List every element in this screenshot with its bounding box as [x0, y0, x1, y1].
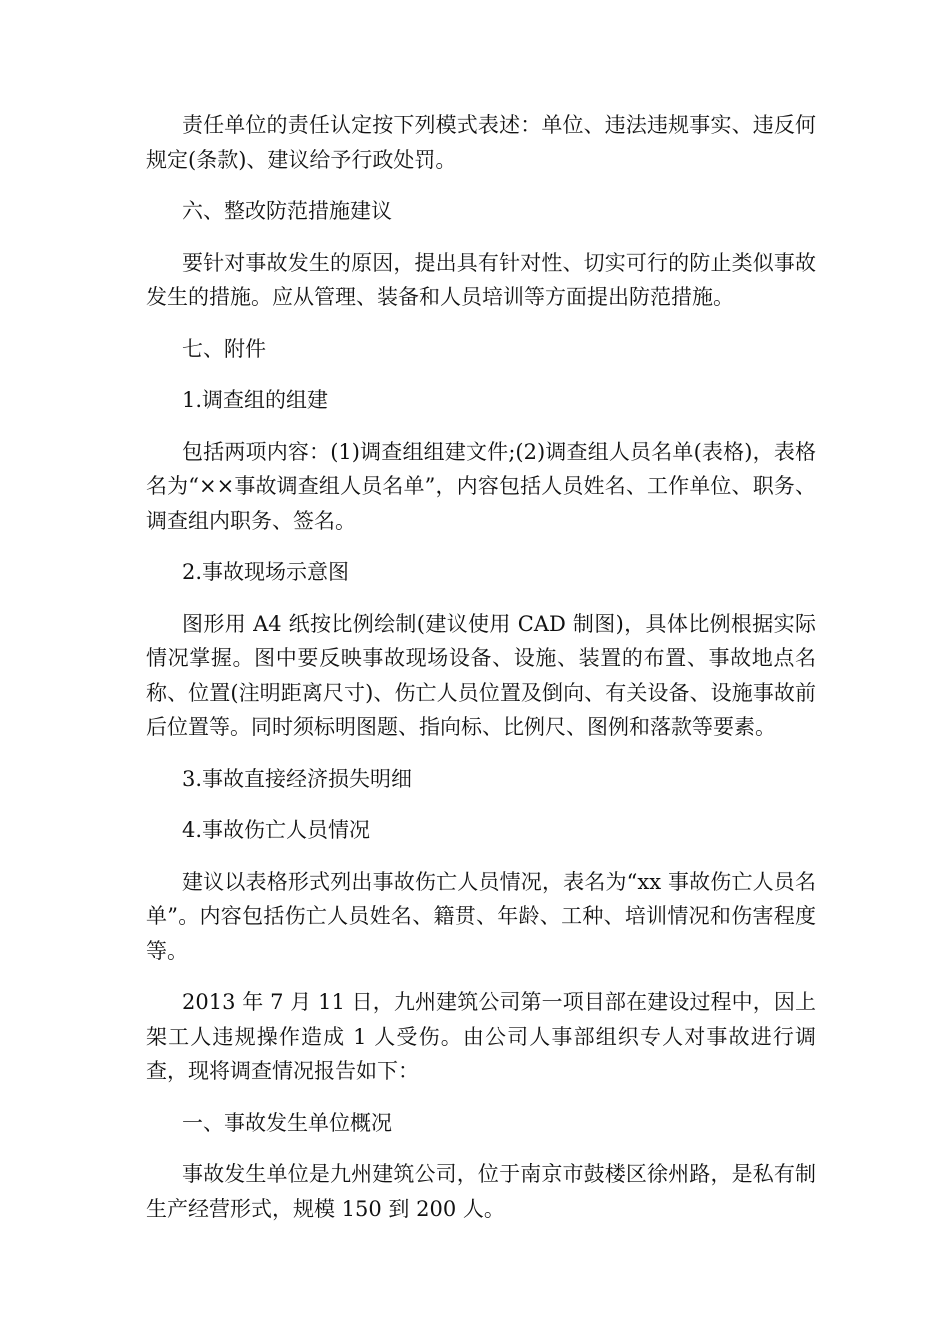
heading-attachments: 七、附件 [182, 336, 266, 361]
heading-site-diagram: 2.事故现场示意图 [182, 560, 350, 584]
paragraph-casualties: 建议以表格形式列出事故伤亡人员情况，表名为“xx 事故伤亡人员名单”。内容包括伤亡人员姓名、籍贯、年龄、工种、培训情况和伤害程度等。 [146, 869, 816, 963]
paragraph-responsibility-format: 责任单位的责任认定按下列模式表述：单位、违法违规事实、违反何规定(条款)、建议给予行政处罚。 [146, 113, 816, 172]
paragraph-site-diagram: 图形用 A4 纸按比例绘制(建议使用 CAD 制图)，具体比例根据实际情况掌握。图中要反映事故现场设备、设施、装置的布置、事故地点名称、位置(注明距离尺寸)、伤亡人员位置及倒向、有关设备、设施事故前后位置等。同时须标明图题、指向标、比例尺、图例和落款等要素。 [146, 611, 816, 739]
heading-casualties: 4.事故伤亡人员情况 [182, 818, 371, 842]
heading-unit-overview: 一、事故发生单位概况 [182, 1110, 392, 1135]
heading-rectification-measures: 六、整改防范措施建议 [182, 199, 392, 223]
paragraph-investigation-team: 包括两项内容：(1)调查组组建文件;(2)调查组人员名单(表格)，表格名为“××事故调查组人员名单”，内容包括人员姓名、工作单位、职务、调查组内职务、签名。 [146, 439, 816, 533]
paragraph-incident-summary: 2013 年 7 月 11 日，九州建筑公司第一项目部在建设过程中，因上架工人违规操作造成 1 人受伤。由公司人事部组织专人对事故进行调查，现将调查情况报告如下： [146, 990, 816, 1083]
paragraph-prevention-measures: 要针对事故发生的原因，提出具有针对性、切实可行的防止类似事故发生的措施。应从管理、装备和人员培训等方面提出防范措施。 [146, 250, 816, 309]
heading-investigation-team: 1.调查组的组建 [182, 388, 329, 412]
heading-economic-loss: 3.事故直接经济损失明细 [182, 766, 413, 791]
document-page [146, 108, 816, 1243]
paragraph-unit-overview: 事故发生单位是九州建筑公司，位于南京市鼓楼区徐州路，是私有制生产经营形式，规模 150 到 200 人。 [146, 1162, 816, 1221]
